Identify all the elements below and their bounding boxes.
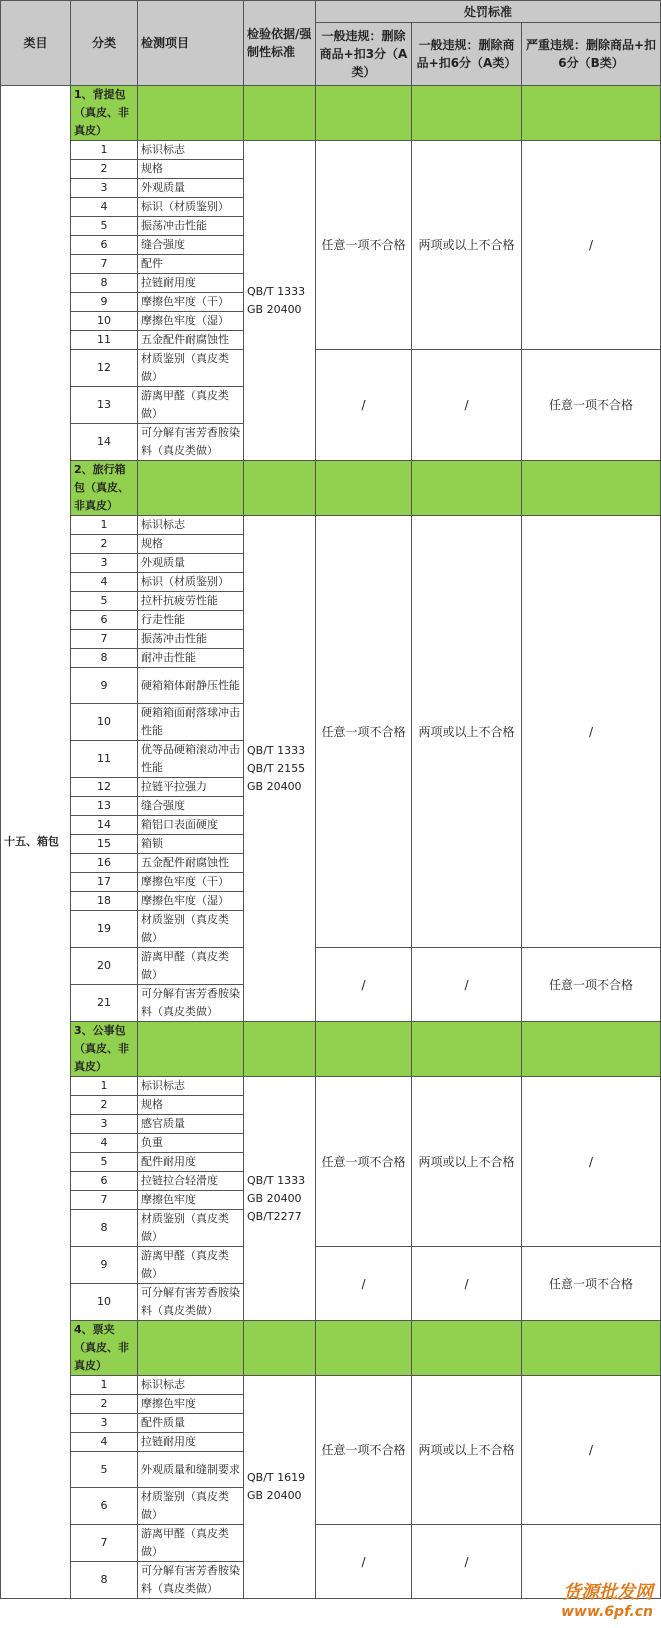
watermark-title: 货源批发网 [563, 1582, 653, 1603]
penalty-a6-group1: 两项或以上不合格 [412, 516, 522, 948]
item-number: 5 [71, 1153, 138, 1172]
item-name: 拉链耐用度 [138, 1433, 244, 1452]
standard-code: GB 20400 [247, 302, 302, 316]
item-number: 1 [71, 141, 138, 160]
item-row [1, 1247, 661, 1284]
section-title-row [1, 461, 661, 516]
section-title: 1、背提包（真皮、非真皮） [71, 86, 138, 141]
standard-cell [244, 1376, 316, 1599]
item-name: 材质鉴别（真皮类做） [138, 350, 244, 387]
penalty-a3-group1: 任意一项不合格 [316, 141, 412, 350]
item-name: 摩擦色牢度（湿） [138, 312, 244, 331]
section-fill-cell [138, 461, 244, 516]
item-number: 10 [71, 312, 138, 331]
section-fill-cell [522, 461, 661, 516]
item-name: 标识（材质鉴别） [138, 573, 244, 592]
section-fill-cell [138, 86, 244, 141]
penalty-a3-group2: / [316, 1525, 412, 1599]
item-number: 7 [71, 630, 138, 649]
item-number: 12 [71, 350, 138, 387]
item-name: 摩擦色牢度 [138, 1191, 244, 1210]
item-name: 拉链耐用度 [138, 274, 244, 293]
item-name: 规格 [138, 160, 244, 179]
item-name: 可分解有害芳香胺染料（真皮类做） [138, 424, 244, 461]
item-number: 2 [71, 1096, 138, 1115]
item-name: 负重 [138, 1134, 244, 1153]
item-number: 7 [71, 1525, 138, 1562]
section-title: 2、旅行箱包（真皮、非真皮） [71, 461, 138, 516]
standard-code: QB/T 1333 [247, 1173, 306, 1187]
item-name: 摩擦色牢度（干） [138, 293, 244, 312]
section-fill-cell [138, 1321, 244, 1376]
section-fill-cell [412, 461, 522, 516]
section-fill-cell [316, 1022, 412, 1077]
item-name: 配件耐用度 [138, 1153, 244, 1172]
section-fill-cell [412, 86, 522, 141]
item-name: 缝合强度 [138, 797, 244, 816]
section-title-row [1, 1321, 661, 1376]
item-name: 箱锁 [138, 835, 244, 854]
section-fill-cell [316, 461, 412, 516]
standard-code: QB/T 2155 [247, 761, 306, 775]
item-number: 6 [71, 611, 138, 630]
item-number: 8 [71, 649, 138, 668]
item-name: 配件 [138, 255, 244, 274]
item-name: 拉杆抗疲劳性能 [138, 592, 244, 611]
section-fill-cell [244, 461, 316, 516]
item-number: 5 [71, 217, 138, 236]
category-cell: 十五、箱包 [1, 86, 71, 1599]
item-number: 9 [71, 668, 138, 704]
section-fill-cell [522, 1321, 661, 1376]
penalty-a6-group1: 两项或以上不合格 [412, 1077, 522, 1247]
item-number: 7 [71, 1191, 138, 1210]
item-name: 硬箱箱面耐落球冲击性能 [138, 704, 244, 741]
item-number: 19 [71, 911, 138, 948]
section-fill-cell [412, 1321, 522, 1376]
item-name: 优等品硬箱滚动冲击性能 [138, 741, 244, 778]
item-row [1, 1525, 661, 1562]
item-name: 标识标志 [138, 141, 244, 160]
item-number: 7 [71, 255, 138, 274]
item-number: 3 [71, 1414, 138, 1433]
header-item: 检测项目 [138, 1, 244, 86]
item-number: 11 [71, 331, 138, 350]
penalty-b6-group1: / [522, 1077, 661, 1247]
section-fill-cell [316, 86, 412, 141]
item-number: 21 [71, 985, 138, 1022]
item-name: 可分解有害芳香胺染料（真皮类做） [138, 985, 244, 1022]
item-row [1, 948, 661, 985]
section-fill-cell [244, 86, 316, 141]
standard-cell [244, 141, 316, 461]
standard-code: GB 20400 [247, 1489, 302, 1502]
item-name: 振荡冲击性能 [138, 217, 244, 236]
item-number: 13 [71, 387, 138, 424]
item-number: 6 [71, 236, 138, 255]
header-classification: 分类 [71, 1, 138, 86]
item-row [1, 350, 661, 387]
item-name: 外观质量和缝制要求 [138, 1452, 244, 1488]
standard-code: GB 20400 [247, 1191, 302, 1205]
penalty-a3-group1: 任意一项不合格 [316, 516, 412, 948]
item-name: 材质鉴别（真皮类做） [138, 911, 244, 948]
item-name: 箱铝口表面硬度 [138, 816, 244, 835]
item-name: 五金配件耐腐蚀性 [138, 854, 244, 873]
item-number: 16 [71, 854, 138, 873]
item-name: 配件质量 [138, 1414, 244, 1433]
section-title: 3、公事包（真皮、非真皮） [71, 1022, 138, 1077]
item-name: 材质鉴别（真皮类做） [138, 1488, 244, 1525]
penalty-a3-group1: 任意一项不合格 [316, 1077, 412, 1247]
item-name: 感官质量 [138, 1115, 244, 1134]
section-title: 4、票夹（真皮、非真皮） [71, 1321, 138, 1376]
penalty-a3-group2: / [316, 1247, 412, 1321]
item-name: 标识标志 [138, 1077, 244, 1096]
watermark-logo [561, 1582, 653, 1620]
header-general-a6: 一般违规：删除商品+扣6分（A类） [412, 23, 522, 86]
item-name: 行走性能 [138, 611, 244, 630]
item-name: 耐冲击性能 [138, 649, 244, 668]
item-name: 五金配件耐腐蚀性 [138, 331, 244, 350]
item-name: 可分解有害芳香胺染料（真皮类做） [138, 1284, 244, 1321]
item-name: 拉链拉合轻滑度 [138, 1172, 244, 1191]
item-name: 规格 [138, 535, 244, 554]
item-name: 标识（材质鉴别） [138, 198, 244, 217]
item-number: 4 [71, 1433, 138, 1452]
item-number: 10 [71, 1284, 138, 1321]
section-fill-cell [244, 1022, 316, 1077]
penalty-a3-group2: / [316, 948, 412, 1022]
item-number: 3 [71, 179, 138, 198]
penalty-a3-group2: / [316, 350, 412, 461]
item-name: 摩擦色牢度（湿） [138, 892, 244, 911]
item-number: 2 [71, 535, 138, 554]
item-name: 游离甲醛（真皮类做） [138, 948, 244, 985]
item-number: 12 [71, 778, 138, 797]
penalty-b6-group2: 任意一项不合格 [522, 948, 661, 1022]
section-title-row [1, 86, 661, 141]
penalty-a3-group1: 任意一项不合格 [316, 1376, 412, 1525]
watermark-url: www.6pf.cn [561, 1604, 653, 1620]
standard-code: QB/T 1333 [247, 284, 306, 298]
section-fill-cell [138, 1022, 244, 1077]
item-name: 标识标志 [138, 516, 244, 535]
item-number: 14 [71, 424, 138, 461]
item-name: 拉链平拉强力 [138, 778, 244, 797]
item-name: 材质鉴别（真皮类做） [138, 1210, 244, 1247]
item-number: 6 [71, 1172, 138, 1191]
standard-code: GB 20400 [247, 779, 302, 793]
item-name: 规格 [138, 1096, 244, 1115]
item-number: 18 [71, 892, 138, 911]
penalty-a6-group1: 两项或以上不合格 [412, 141, 522, 350]
header-category: 类目 [1, 1, 71, 86]
item-number: 9 [71, 1247, 138, 1284]
section-fill-cell [522, 86, 661, 141]
standard-code: QB/T 1619 [247, 1471, 306, 1484]
item-number: 15 [71, 835, 138, 854]
item-number: 4 [71, 573, 138, 592]
item-row [1, 516, 661, 535]
item-name: 硬箱箱体耐静压性能 [138, 668, 244, 704]
item-name: 摩擦色牢度（干） [138, 873, 244, 892]
header-serious-b6: 严重违规：删除商品+扣6分（B类） [522, 23, 661, 86]
header-penalty: 处罚标准 [316, 1, 661, 23]
standard-code: QB/T2277 [247, 1209, 302, 1223]
item-row [1, 1077, 661, 1096]
item-number: 10 [71, 704, 138, 741]
item-name: 摩擦色牢度 [138, 1395, 244, 1414]
item-number: 5 [71, 1452, 138, 1488]
header-standard: 检验依据/强制性标准 [244, 1, 316, 86]
standard-cell [244, 516, 316, 1022]
section-fill-cell [412, 1022, 522, 1077]
item-number: 3 [71, 554, 138, 573]
item-number: 4 [71, 198, 138, 217]
penalty-b6-group2: 任意一项不合格 [522, 350, 661, 461]
item-number: 13 [71, 797, 138, 816]
item-number: 5 [71, 592, 138, 611]
item-name: 游离甲醛（真皮类做） [138, 1525, 244, 1562]
item-number: 14 [71, 816, 138, 835]
item-number: 6 [71, 1488, 138, 1525]
penalty-b6-group1: / [522, 141, 661, 350]
penalty-b6-group1: / [522, 1376, 661, 1525]
item-number: 2 [71, 160, 138, 179]
item-number: 4 [71, 1134, 138, 1153]
penalty-b6-group1: / [522, 516, 661, 948]
penalty-a6-group2: / [412, 948, 522, 1022]
penalty-a6-group2: / [412, 1247, 522, 1321]
item-row [1, 141, 661, 160]
item-number: 9 [71, 293, 138, 312]
item-number: 2 [71, 1395, 138, 1414]
header-general-a3: 一般违规：删除商品+扣3分（A类） [316, 23, 412, 86]
section-fill-cell [316, 1321, 412, 1376]
penalty-a6-group2: / [412, 1525, 522, 1599]
item-number: 8 [71, 274, 138, 293]
item-name: 外观质量 [138, 179, 244, 198]
item-row [1, 1376, 661, 1395]
penalty-a6-group1: 两项或以上不合格 [412, 1376, 522, 1525]
penalty-a6-group2: / [412, 350, 522, 461]
item-number: 3 [71, 1115, 138, 1134]
section-title-row [1, 1022, 661, 1077]
standard-cell [244, 1077, 316, 1321]
section-fill-cell [522, 1022, 661, 1077]
standard-code: QB/T 1333 [247, 743, 306, 757]
item-name: 可分解有害芳香胺染料（真皮类做） [138, 1562, 244, 1599]
item-name: 游离甲醛（真皮类做） [138, 1247, 244, 1284]
item-name: 振荡冲击性能 [138, 630, 244, 649]
section-fill-cell [244, 1321, 316, 1376]
item-number: 1 [71, 1077, 138, 1096]
item-number: 8 [71, 1562, 138, 1599]
item-name: 游离甲醛（真皮类做） [138, 387, 244, 424]
item-number: 20 [71, 948, 138, 985]
item-number: 1 [71, 516, 138, 535]
item-name: 外观质量 [138, 554, 244, 573]
penalty-b6-group2: 任意一项不合格 [522, 1247, 661, 1321]
item-number: 17 [71, 873, 138, 892]
item-number: 1 [71, 1376, 138, 1395]
item-number: 8 [71, 1210, 138, 1247]
item-name: 缝合强度 [138, 236, 244, 255]
item-number: 11 [71, 741, 138, 778]
item-name: 标识标志 [138, 1376, 244, 1395]
